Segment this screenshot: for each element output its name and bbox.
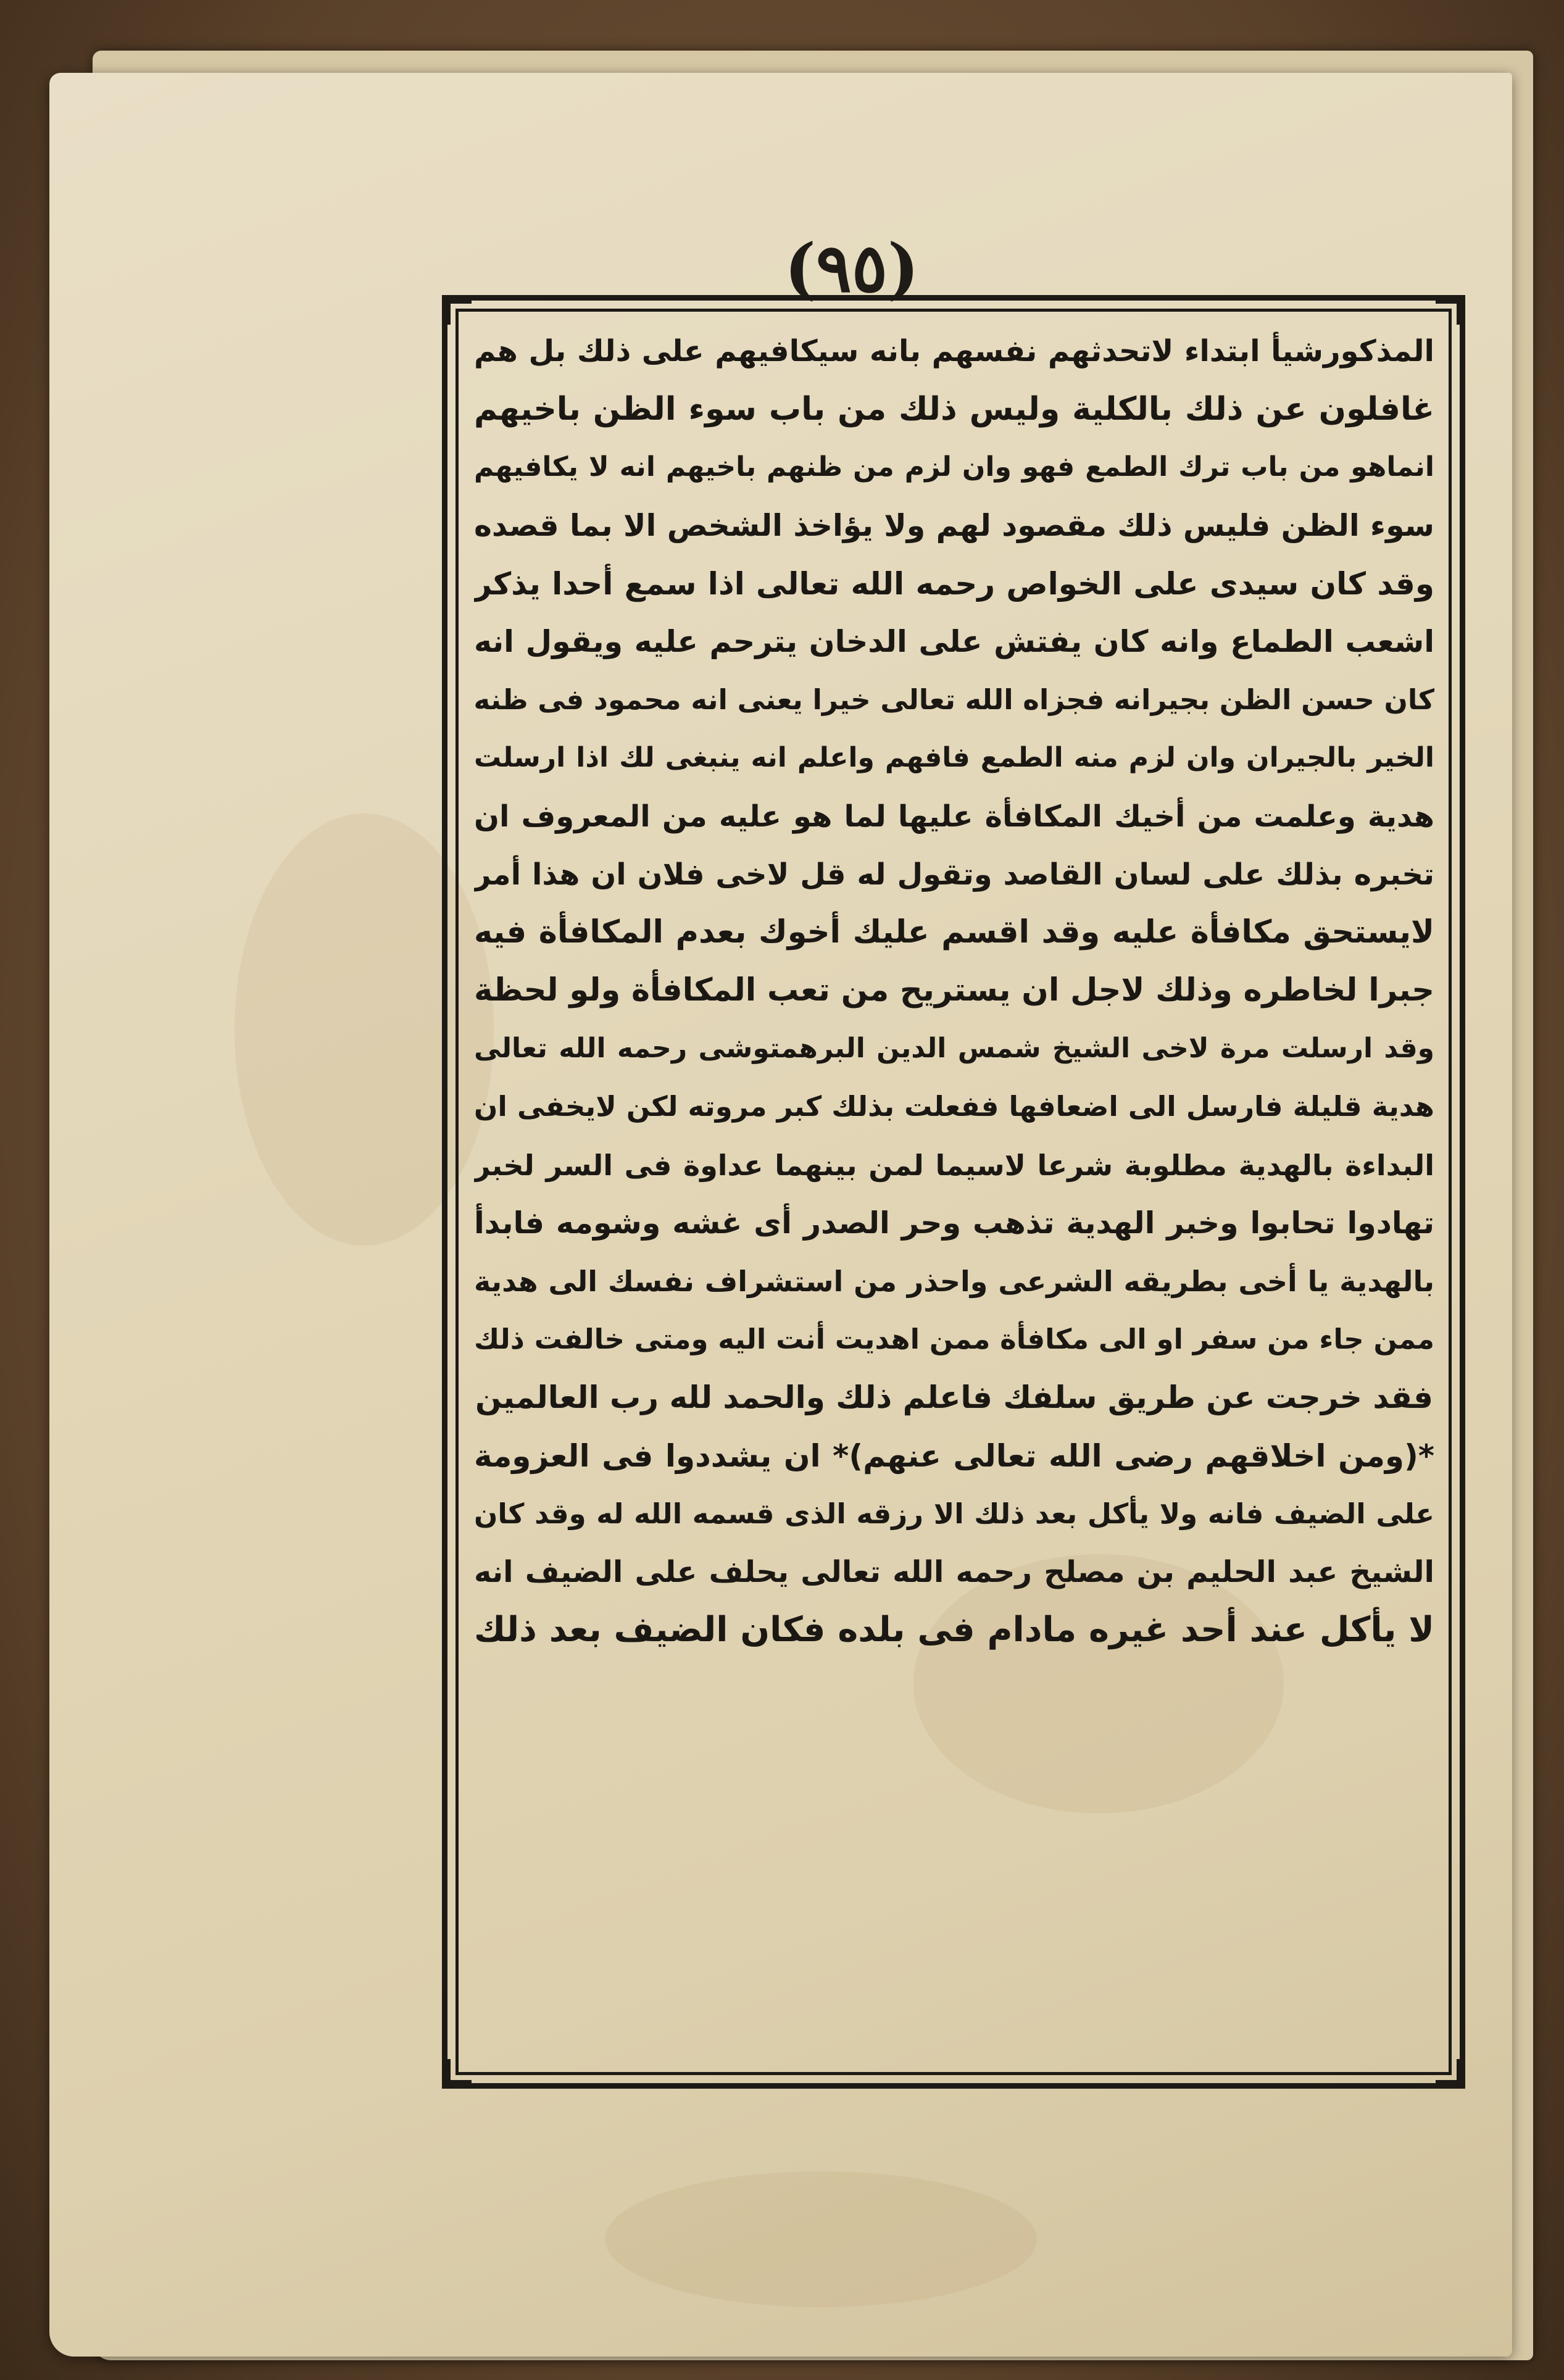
frame-corner-ornament [1436,2059,1460,2084]
text-line: هدية قليلة فارسل الى اضعافها ففعلت بذلك كبر مروته لكن لايخفى ان [474,1090,1434,1123]
section-heading-line: *(ومن اخلاقهم رضى الله تعالى عنهم)* ان يشددوا فى العزومة [474,1438,1434,1474]
text-line: غافلون عن ذلك بالكلية وليس ذلك من باب سوء الظن باخيهم [474,391,1434,428]
page-number: (٩٥) [784,230,920,307]
text-line: تهادوا تحابوا وخبر الهدية تذهب وحر الصدر أى غشه وشومه فابدأ [474,1205,1434,1241]
text-line: سوء الظن فليس ذلك مقصود لهم ولا يؤاخذ الشخص الا بما قصده [474,507,1434,543]
paper-stain [605,2171,1037,2307]
text-line: فقد خرجت عن طريق سلفك فاعلم ذلك والحمد لله رب العالمين [475,1379,1433,1416]
text-line: الخير بالجيران وان لزم منه الطمع فافهم واعلم انه ينبغى لك اذا ارسلت [474,742,1434,774]
text-line: وقد ارسلت مرة لاخى الشيخ شمس الدين البرهمتوشى رحمه الله تعالى [474,1033,1434,1065]
text-line: البداءة بالهدية مطلوبة شرعا لاسيما لمن بينهما عداوة فى السر لخبر [474,1148,1434,1182]
text-line: انماهو من باب ترك الطمع فهو وان لزم من ظنهم باخيهم انه لا يكافيهم [474,451,1434,483]
text-line: هدية وعلمت من أخيك المكافأة عليها لما هو عليه من المعروف ان [474,799,1434,834]
text-line: بالهدية يا أخى بطريقه الشرعى واحذر من استشراف نفسك الى هدية [474,1265,1434,1298]
text-line: تخبره بذلك على لسان القاصد وتقول له قل لاخى فلان ان هذا أمر [474,857,1434,892]
text-line: جبرا لخاطره وذلك لاجل ان يستريح من تعب المكافأة ولو لحظة [474,972,1434,1009]
body-text [474,322,1434,2066]
text-line: ممن جاء من سفر او الى مكافأة ممن اهديت أنت اليه ومتى خالفت ذلك [474,1323,1434,1356]
frame-corner-ornament [1436,300,1460,325]
text-line: على الضيف فانه ولا يأكل بعد ذلك الا رزقه الذى قسمه الله له وقد كان [474,1497,1434,1530]
text-line: الشيخ عبد الحليم بن مصلح رحمه الله تعالى يحلف على الضيف انه [474,1554,1434,1589]
frame-corner-ornament [447,2059,472,2084]
text-line: وقد كان سيدى على الخواص رحمه الله تعالى اذا سمع أحدا يذكر [474,565,1434,602]
text-line: المذكورشيأ ابتداء لاتحدثهم نفسهم بانه سيكافيهم على ذلك بل هم [474,334,1434,368]
text-line: اشعب الطماع وانه كان يفتش على الدخان يترحم عليه ويقول انه [474,623,1434,659]
frame-corner-ornament [447,300,472,325]
text-line: لايستحق مكافأة عليه وقد اقسم عليك أخوك بعدم المكافأة فيه [474,913,1434,951]
text-line: كان حسن الظن بجيرانه فجزاه الله تعالى خيرا يعنى انه محمود فى ظنه [474,683,1434,717]
text-line: لا يأكل عند أحد غيره مادام فى بلده فكان الضيف بعد ذلك [474,1610,1434,1650]
